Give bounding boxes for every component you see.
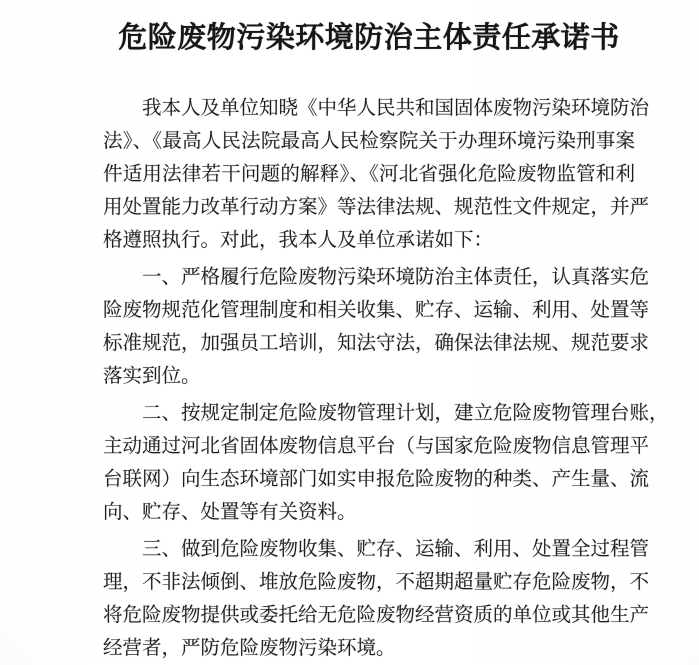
paragraph-intro [103, 92, 650, 257]
text-line: 二、按规定制定危险废物管理计划，建立危险废物管理台账， [142, 403, 669, 424]
text-line: 主动通过河北省固体废物信息平台（与国家危险废物信息管理平 [103, 436, 650, 457]
paragraph-item-1 [103, 261, 650, 393]
text-line: 我本人及单位知晓《中华人民共和国固体废物污染环境防治 [142, 98, 650, 119]
paragraph-item-3 [103, 533, 650, 665]
text-line: 格遵照执行。对此，我本人及单位承诺如下： [103, 230, 494, 251]
text-line: 经营者，严防危险废物污染环境。 [103, 638, 396, 659]
text-line: 件适用法律若干问题的解释》、《河北省强化危险废物监管和利 [103, 164, 635, 185]
text-line: 险废物规范化管理制度和相关收集、贮存、运输、利用、处置等 [103, 300, 650, 321]
text-line: 台联网）向生态环境部门如实申报危险废物的种类、产生量、流 [103, 469, 650, 490]
document-title: 危险废物污染环境防治主体责任承诺书 [118, 22, 620, 54]
text-line: 将危险废物提供或委托给无危险废物经营资质的单位或其他生产 [103, 605, 650, 626]
text-line: 落实到位。 [103, 366, 201, 387]
document-body [103, 92, 669, 665]
text-line: 三、做到危险废物收集、贮存、运输、利用、处置全过程管 [142, 539, 650, 560]
text-line: 理，不非法倾倒、堆放危险废物，不超期超量贮存危险废物，不 [103, 572, 650, 593]
paragraph-item-2 [103, 397, 669, 529]
text-line: 法》、《最高人民法院最高人民检察院关于办理环境污染刑事案 [103, 131, 635, 152]
text-line: 标准规范，加强员工培训，知法守法，确保法律法规、规范要求 [103, 333, 650, 354]
text-line: 用处置能力改革行动方案》等法律法规、规范性文件规定，并严 [103, 197, 650, 218]
text-line: 一、严格履行危险废物污染环境防治主体责任，认真落实危 [142, 267, 650, 288]
text-line: 向、贮存、处置等有关资料。 [103, 502, 357, 523]
